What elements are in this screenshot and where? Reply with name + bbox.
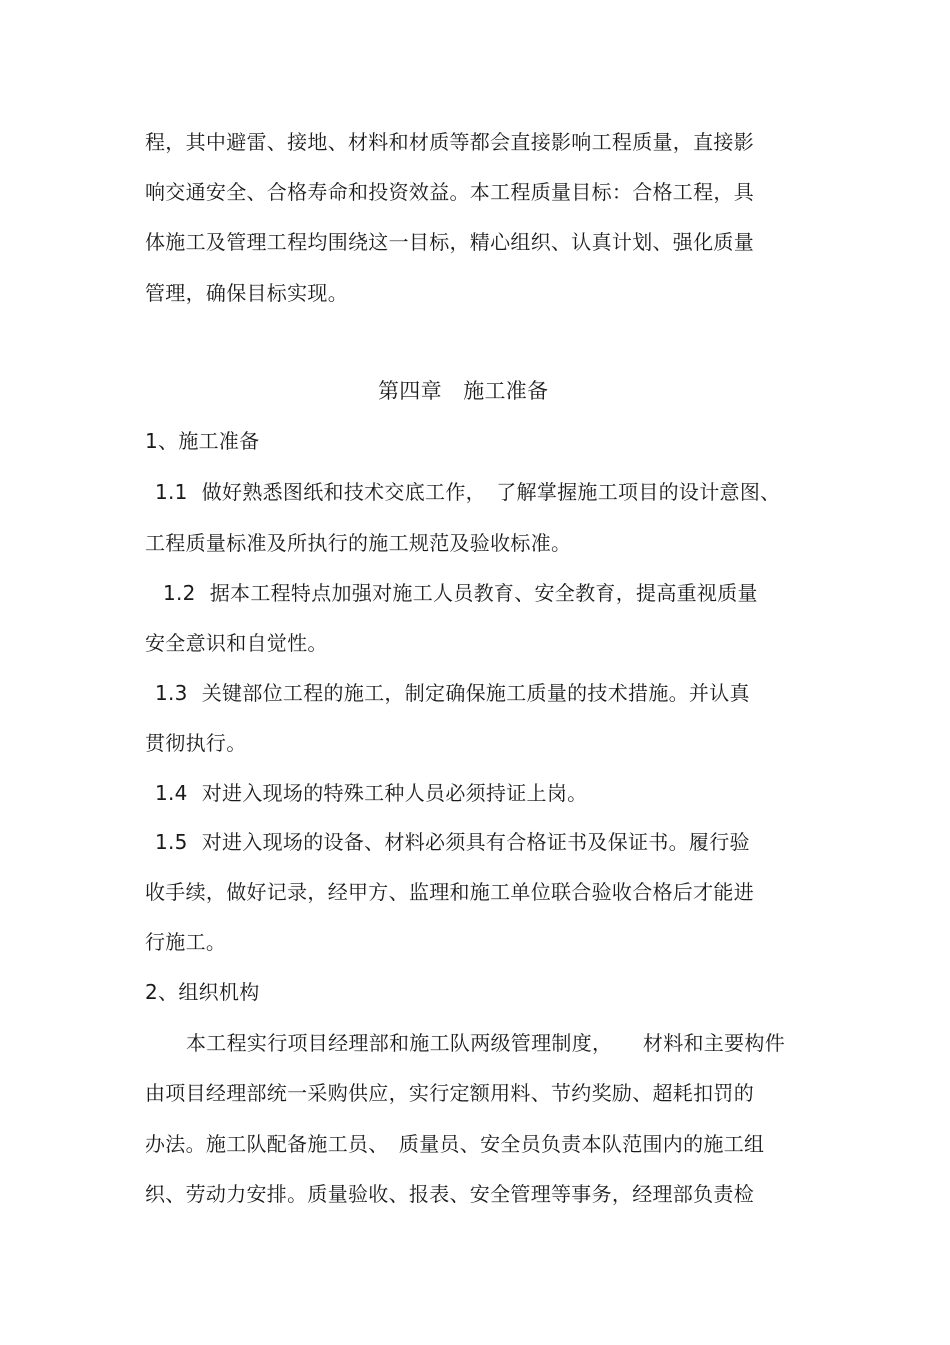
list-item-first-line (155, 780, 587, 806)
paragraph-line: 办法。施工队配备施工员、 质量员、安全员负责本队范围内的施工组 (145, 1132, 765, 1156)
section-heading: 2、组织机构 (145, 980, 260, 1004)
section-heading: 1、施工准备 (145, 429, 260, 453)
paragraph-line: 体施工及管理工程均围绕这一目标，精心组织、认真计划、强化质量 (145, 230, 754, 254)
item-text: 关键部位工程的施工，制定确保施工质量的技术措施。并认真 (201, 681, 750, 705)
item-number: 1.1 (155, 480, 188, 504)
paragraph-line: 织、劳动力安排。质量验收、报表、安全管理等事务，经理部负责检 (145, 1182, 754, 1206)
paragraph-line: 响交通安全、合格寿命和投资效益。本工程质量目标：合格工程，具 (145, 180, 754, 204)
paragraph-line: 行施工。 (145, 930, 227, 954)
item-text: 据本工程特点加强对施工人员教育、安全教育，提高重视质量 (209, 581, 758, 605)
item-number: 1.3 (155, 681, 188, 705)
list-item-first-line (155, 680, 750, 706)
item-text: 对进入现场的特殊工种人员必须持证上岗。 (201, 781, 588, 805)
paragraph-line: 程，其中避雷、接地、材料和材质等都会直接影响工程质量，直接影 (145, 130, 754, 154)
item-text: 做好熟悉图纸和技术交底工作， 了解掌握施工项目的设计意图、 (201, 480, 781, 504)
list-item-first-line (155, 829, 750, 855)
item-text: 对进入现场的设备、材料必须具有合格证书及保证书。履行验 (201, 830, 750, 854)
paragraph-line: 本工程实行项目经理部和施工队两级管理制度， 材料和主要构件 (186, 1031, 785, 1055)
item-number: 1.2 (163, 581, 196, 605)
chapter-title: 第四章 施工准备 (378, 379, 549, 403)
paragraph-line: 管理，确保目标实现。 (145, 281, 348, 305)
paragraph-line: 工程质量标准及所执行的施工规范及验收标准。 (145, 531, 572, 555)
item-number: 1.5 (155, 830, 188, 854)
paragraph-line: 收手续，做好记录，经甲方、监理和施工单位联合验收合格后才能进 (145, 880, 754, 904)
item-number: 1.4 (155, 781, 188, 805)
list-item-first-line (163, 580, 758, 606)
list-item-first-line (155, 479, 780, 505)
paragraph-line: 贯彻执行。 (145, 731, 247, 755)
paragraph-line: 安全意识和自觉性。 (145, 631, 328, 655)
paragraph-line: 由项目经理部统一采购供应，实行定额用料、节约奖励、超耗扣罚的 (145, 1081, 754, 1105)
